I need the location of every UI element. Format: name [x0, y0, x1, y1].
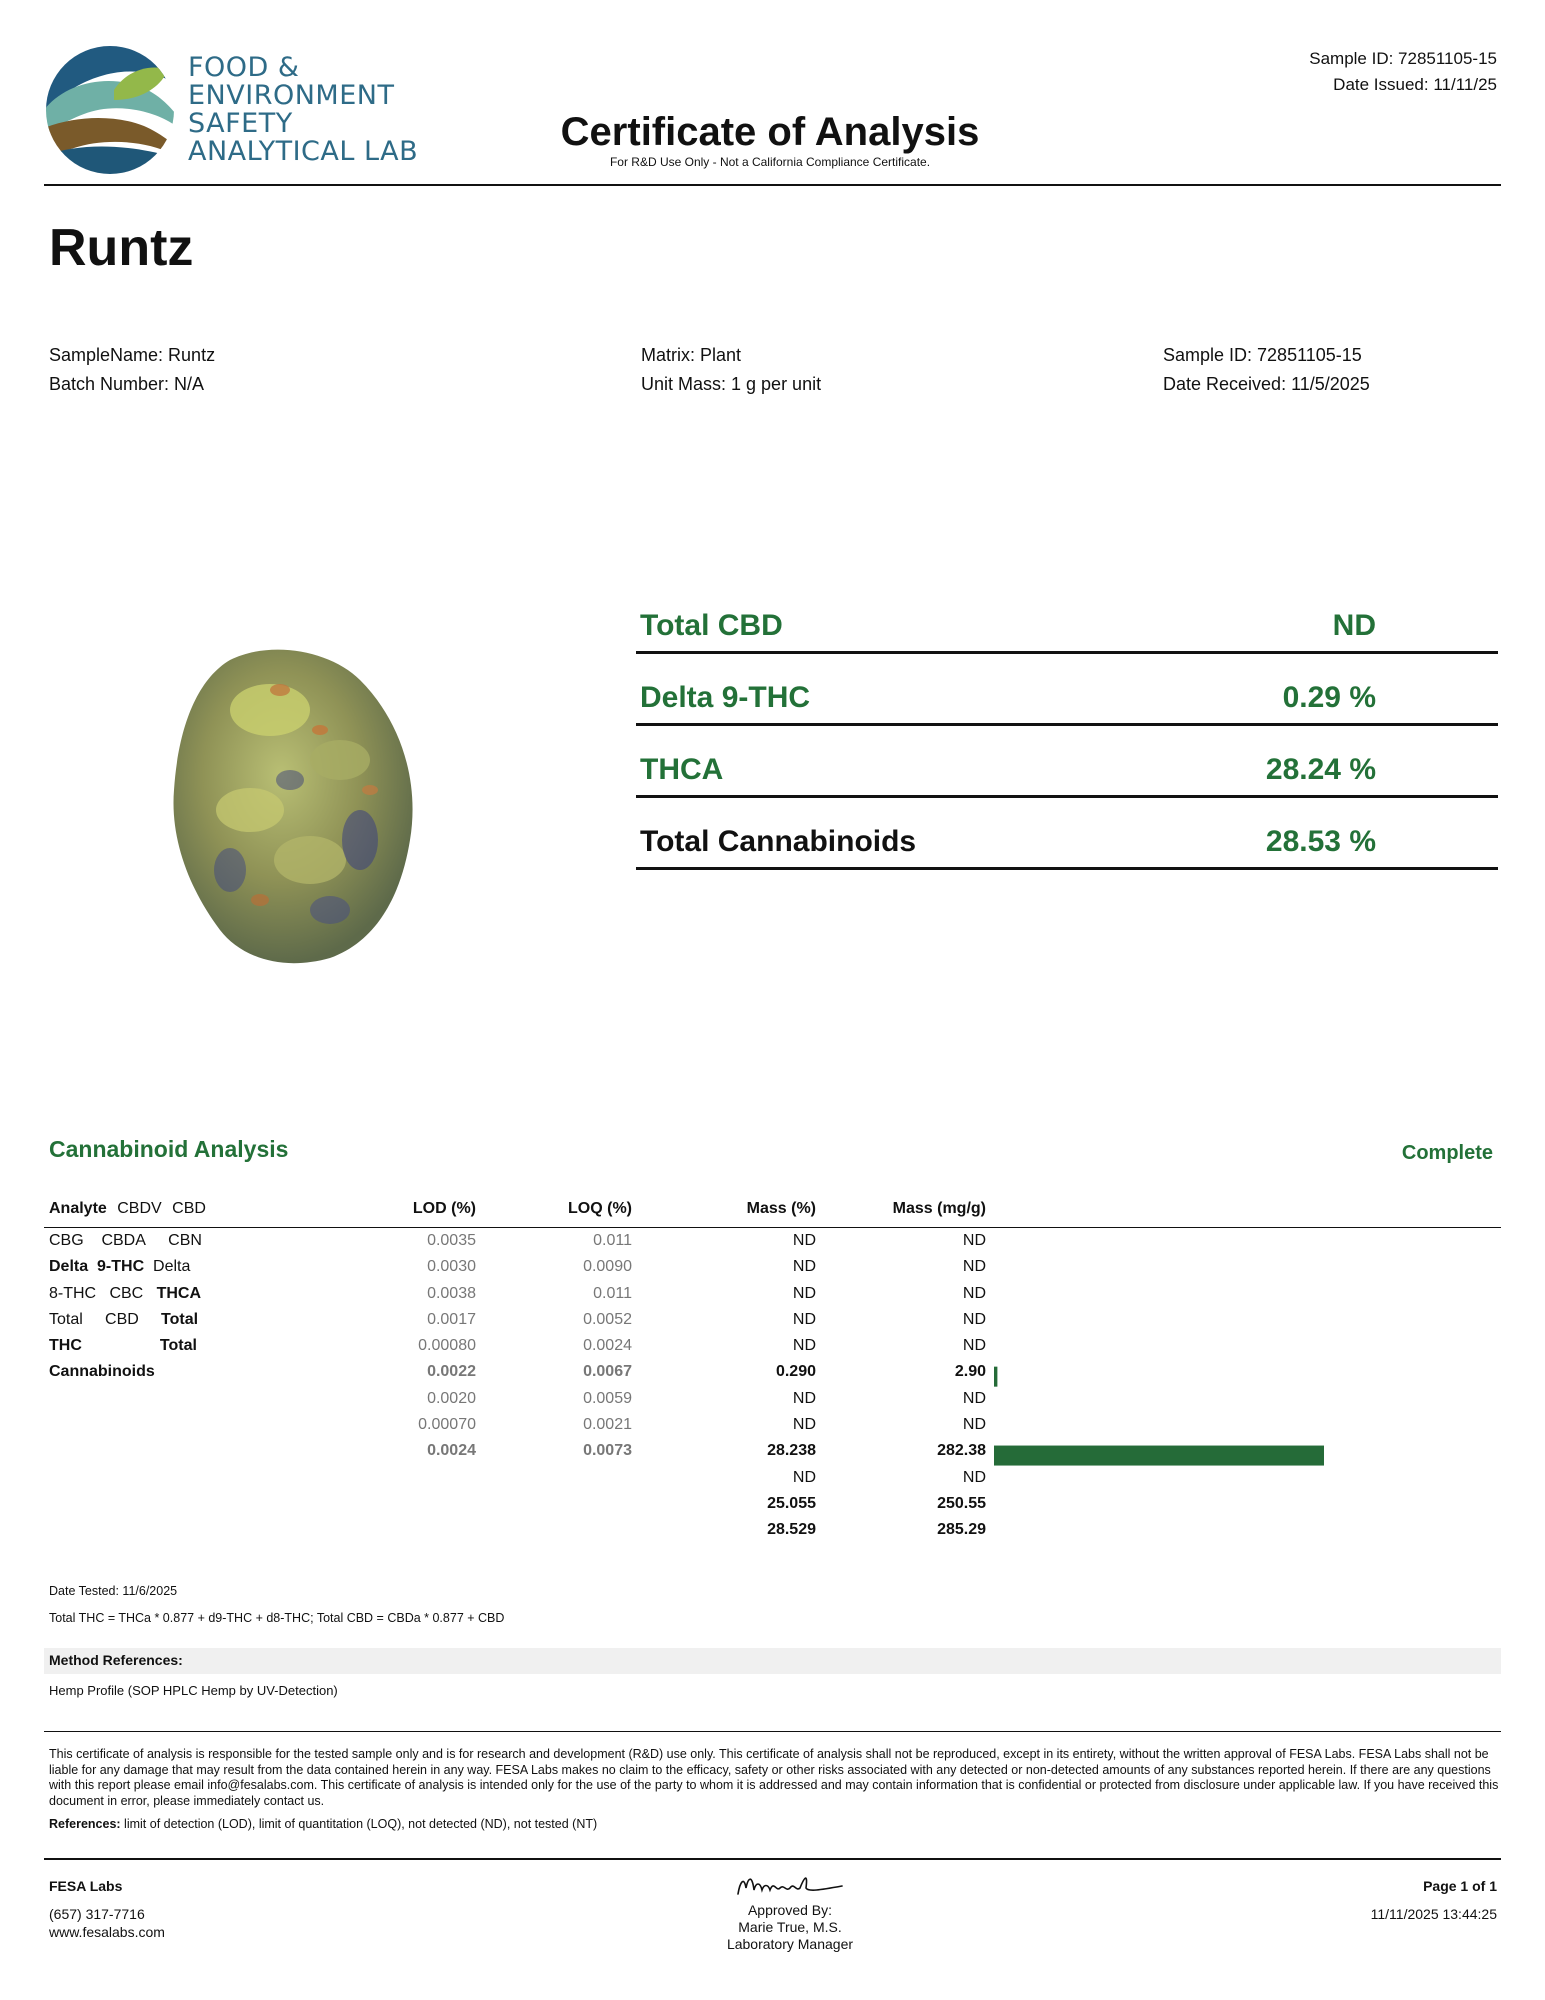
- lod-cell: 0.0030: [427, 1258, 476, 1276]
- document-title: Certificate of Analysis: [560, 110, 980, 154]
- mass-bar: [994, 1446, 1324, 1466]
- batch-number: Batch Number: N/A: [49, 374, 205, 394]
- loq-cell: 0.0073: [583, 1442, 632, 1460]
- product-name: Runtz: [49, 219, 194, 277]
- summary-label: THCA: [640, 753, 724, 786]
- mass-pct-cell: 0.290: [775, 1363, 816, 1381]
- header-sample-id: Sample ID: 72851105-15: [1309, 49, 1497, 68]
- lod-cell: 0.0024: [427, 1442, 476, 1460]
- mass-pct-cell: ND: [792, 1337, 816, 1355]
- method-value: Hemp Profile (SOP HPLC Hemp by UV-Detection): [49, 1683, 338, 1698]
- lod-column: [340, 1228, 476, 1465]
- lod-cell: 0.0022: [427, 1363, 476, 1381]
- analyte-names: [49, 1228, 349, 1386]
- date-received: Date Received: 11/5/2025: [1163, 374, 1370, 394]
- lod-cell: 0.0017: [427, 1310, 476, 1328]
- footer-lab-name: FESA Labs: [49, 1878, 123, 1894]
- loq-cell: 0.011: [593, 1284, 632, 1302]
- summary-row-delta9-thc: [636, 653, 1498, 726]
- mass-mg-cell: ND: [962, 1337, 986, 1355]
- mass-mg-cell: ND: [962, 1232, 986, 1249]
- mass-pct-cell: 25.055: [767, 1494, 816, 1512]
- header-meta: [1309, 46, 1497, 98]
- loq-cell: 0.0090: [583, 1258, 632, 1276]
- method-header-bar: [44, 1648, 1501, 1674]
- mass-mg-cell: ND: [962, 1468, 986, 1486]
- header-divider: [44, 184, 1501, 186]
- product-photo: [160, 640, 430, 970]
- footer-lab-info: [49, 1877, 165, 1941]
- loq-column: [500, 1228, 632, 1465]
- analyte-line: CBG CBDA CBN: [49, 1232, 202, 1249]
- references-text: limit of detection (LOD), limit of quantitation (LOQ), not detected (ND), not tested (NT): [120, 1817, 598, 1831]
- mass-mg-cell: 2.90: [954, 1363, 986, 1381]
- summary-label: Total CBD: [640, 609, 783, 642]
- summary-row-total-cannabinoids: [636, 797, 1498, 870]
- lod-cell: 0.0035: [427, 1232, 476, 1249]
- mass-mg-cell: 285.29: [937, 1521, 986, 1539]
- references-label: References:: [49, 1817, 121, 1831]
- meta-middle: [641, 341, 821, 399]
- matrix: Matrix: Plant: [641, 345, 742, 365]
- mass-mg-cell: ND: [962, 1389, 986, 1407]
- analyte-line: Cannabinoids: [49, 1363, 155, 1381]
- summary-row-thca: [636, 725, 1498, 798]
- disclaimer-divider: [44, 1731, 1501, 1732]
- mass-mg-cell: ND: [962, 1284, 986, 1302]
- mass-mg-column: [850, 1228, 986, 1544]
- analyte-line: 8-THC CBC THCA: [49, 1284, 202, 1302]
- mass-pct-cell: 28.529: [767, 1521, 816, 1539]
- signature-image: [730, 1868, 850, 1904]
- mass-mg-cell: 250.55: [937, 1494, 986, 1512]
- analysis-title: Cannabinoid Analysis: [49, 1136, 289, 1162]
- summary-value: 28.53 %: [1265, 825, 1376, 858]
- mass-pct-cell: ND: [792, 1468, 816, 1486]
- approved-by-label: Approved By:: [747, 1902, 833, 1918]
- lod-cell: 0.0020: [427, 1389, 476, 1407]
- mass-pct-cell: ND: [792, 1389, 816, 1407]
- mass-bar: [994, 1367, 997, 1387]
- mass-pct-cell: ND: [792, 1284, 816, 1302]
- summary-label: Total Cannabinoids: [640, 825, 917, 858]
- disclaimer-text: This certificate of analysis is responsible for the tested sample only and is for research and development (R&D) use only. This certificate of analysis shall not be reproduced, except in its entirety, without the written approval of FESA Labs. FESA Labs shall not be liable for any damage that may result from the data contained herein in any way. FESA Labs makes no claim to the efficacy, safety or other risks associated with any detected or non-detected amounts of any substances reported herein. If there are any questions with this report please email info@fesalabs.com. This certificate of analysis is intended only for the use of the party to whom it is addressed and may contain information that is confidential or protected from disclosure under applicable law. If you have received this document in error, please immediately contact us.: [49, 1747, 1499, 1808]
- mass-pct-cell: ND: [792, 1310, 816, 1328]
- sample-name: SampleName: Runtz: [49, 345, 216, 365]
- references: [49, 1817, 597, 1831]
- meta-left: [49, 341, 215, 399]
- approver-name: Marie True, M.S.: [738, 1919, 842, 1935]
- loq-header: LOQ (%): [568, 1200, 632, 1217]
- logo-wordmark: FOOD & ENVIRONMENT SAFETY ANALYTICAL LAB: [188, 52, 419, 167]
- header-date-issued: Date Issued: 11/11/25: [1333, 75, 1497, 94]
- mass-pct-cell: 28.238: [767, 1442, 816, 1460]
- mass-mg-header: Mass (mg/g): [892, 1200, 986, 1217]
- mass-pct-column: [690, 1228, 816, 1544]
- footer-page-info: [1371, 1877, 1497, 1923]
- mass-bar-chart: [994, 1228, 1494, 1528]
- analyte-header: Analyte CBDV CBD: [49, 1200, 206, 1217]
- lod-header: LOD (%): [412, 1200, 476, 1217]
- analyte-line: THC Total: [49, 1337, 197, 1355]
- footer-divider: [44, 1858, 1501, 1860]
- mass-pct-cell: ND: [792, 1232, 816, 1249]
- mass-mg-cell: ND: [962, 1416, 986, 1434]
- mass-pct-cell: ND: [792, 1258, 816, 1276]
- loq-cell: 0.011: [593, 1232, 632, 1249]
- loq-cell: 0.0021: [583, 1416, 632, 1434]
- summary-value: ND: [1332, 609, 1376, 642]
- summary-value: 28.24 %: [1265, 753, 1376, 786]
- total-formula: Total THC = THCa * 0.877 + d9-THC + d8-THC; Total CBD = CBDa * 0.877 + CBD: [49, 1611, 505, 1625]
- summary-label: Delta 9-THC: [640, 681, 811, 714]
- loq-cell: 0.0059: [583, 1389, 632, 1407]
- approver-title: Laboratory Manager: [726, 1936, 854, 1952]
- page-number: Page 1 of 1: [1423, 1878, 1497, 1894]
- meta-right: [1163, 341, 1370, 399]
- report-timestamp: 11/11/2025 13:44:25: [1370, 1906, 1497, 1922]
- mass-mg-cell: 282.38: [937, 1442, 986, 1460]
- mass-mg-cell: ND: [962, 1258, 986, 1276]
- method-title: Method References:: [49, 1652, 183, 1668]
- loq-cell: 0.0067: [583, 1363, 632, 1381]
- mass-mg-cell: ND: [962, 1310, 986, 1328]
- document-subtitle: For R&D Use Only - Not a California Compliance Certificate.: [609, 155, 931, 169]
- summary-value: 0.29 %: [1282, 681, 1376, 714]
- lod-cell: 0.0038: [427, 1284, 476, 1302]
- footer-approval: [640, 1868, 940, 1953]
- analysis-status: Complete: [1401, 1142, 1493, 1164]
- summary-row-total-cbd: [636, 581, 1498, 654]
- lod-cell: 0.00070: [418, 1416, 476, 1434]
- date-tested: Date Tested: 11/6/2025: [49, 1584, 178, 1598]
- analyte-line: Delta 9-THC Delta: [49, 1258, 191, 1276]
- analyte-line: Total CBD Total: [49, 1310, 199, 1328]
- mass-pct-header: Mass (%): [746, 1200, 816, 1217]
- meta-sample-id: Sample ID: 72851105-15: [1163, 345, 1362, 365]
- loq-cell: 0.0052: [583, 1310, 632, 1328]
- loq-cell: 0.0024: [583, 1337, 632, 1355]
- footer-website[interactable]: www.fesalabs.com: [49, 1924, 165, 1940]
- unit-mass: Unit Mass: 1 g per unit: [641, 374, 822, 394]
- mass-pct-cell: ND: [792, 1416, 816, 1434]
- footer-phone: (657) 317-7716: [49, 1906, 145, 1922]
- lod-cell: 0.00080: [418, 1337, 476, 1355]
